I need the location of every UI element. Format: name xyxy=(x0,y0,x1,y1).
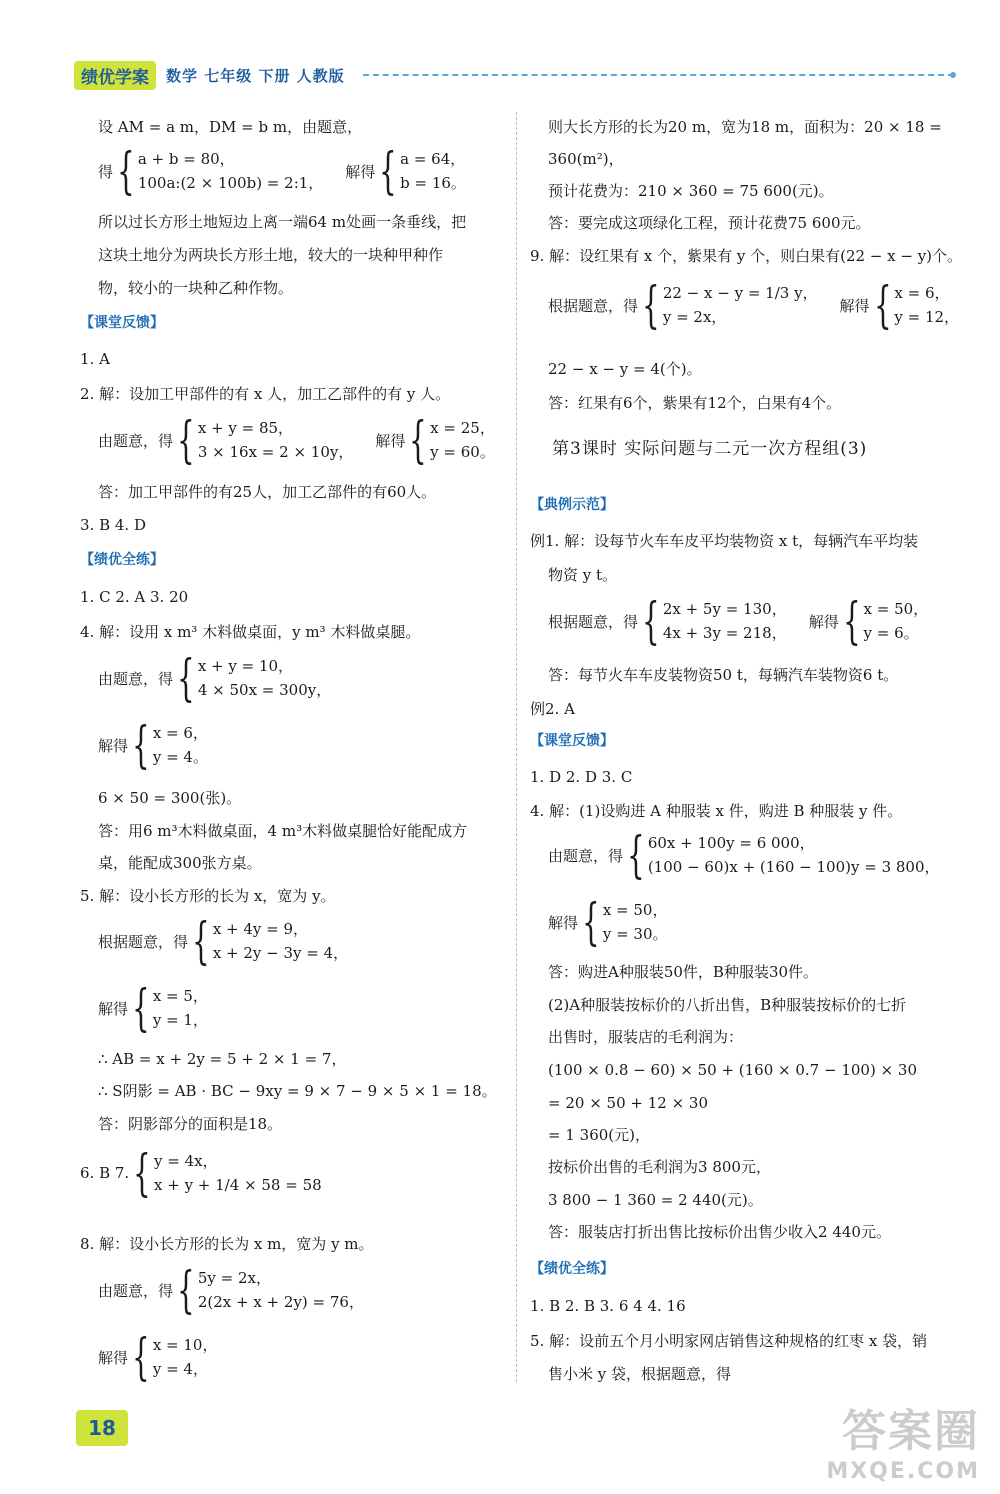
equation-system: 解得 { x = 50， y = 30。 xyxy=(548,893,668,951)
text-line: (2)A种服装按标价的八折出售，B种服装按标价的七折 xyxy=(548,996,907,1014)
text-line: 按标价出售的毛利润为3 800元， xyxy=(548,1158,771,1176)
question-line: 9. 解：设红果有 x 个，紫果有 y 个，则白果有(22 − x − y)个。 xyxy=(530,247,963,265)
text-line: 预计花费为：210 × 360 = 75 600(元)。 xyxy=(548,182,834,200)
lesson-title: 第3课时 实际问题与二元一次方程组(3) xyxy=(552,439,868,459)
equation-system: 由题意，得 { x + y = 85， 3 × 16x = 2 × 10y， 解得 { x = 25， y = 60。 xyxy=(98,411,495,469)
answer-line: 答：每节火车车皮装物资50 t，每辆汽车装物资6 t。 xyxy=(548,666,899,684)
text-line: = 1 360(元)， xyxy=(548,1126,650,1144)
question-line: 5. 解：设小长方形的长为 x，宽为 y。 xyxy=(80,887,336,905)
brace-icon: { xyxy=(642,592,660,650)
equation-system: 解得 { x = 6， y = 4。 xyxy=(98,716,208,774)
text-line: 出售时，服装店的毛利润为： xyxy=(548,1028,744,1046)
question-line: 2. 解：设加工甲部件的有 x 人，加工乙部件的有 y 人。 xyxy=(80,385,451,403)
brace-icon: { xyxy=(177,649,195,707)
equation-system: 解得 { x = 5， y = 1， xyxy=(98,979,208,1037)
question-line: 4. 解：(1)设购进 A 种服装 x 件，购进 B 种服装 y 件。 xyxy=(530,802,903,820)
brace-icon: { xyxy=(582,893,600,951)
answer-line: 1. A xyxy=(80,350,110,368)
question-line: 8. 解：设小长方形的长为 x m，宽为 y m。 xyxy=(80,1235,374,1253)
brace-icon: { xyxy=(177,1261,195,1319)
brace-icon: { xyxy=(409,411,428,469)
text-line: 6 × 50 = 300(张)。 xyxy=(98,789,242,807)
equation-system: 由题意，得 { 5y = 2x， 2(2x + x + 2y) = 76， xyxy=(98,1261,364,1319)
text-line: ∴ AB = x + 2y = 5 + 2 × 1 = 7， xyxy=(98,1050,347,1068)
example-line: 例2. A xyxy=(530,700,575,718)
text-line: 22 − x − y = 4(个)。 xyxy=(548,360,702,378)
question-line: 4. 解：设用 x m³ 木料做桌面，y m³ 木料做桌腿。 xyxy=(80,623,421,641)
example-line: 物资 y t。 xyxy=(548,566,618,584)
text-line: 360(m²)， xyxy=(548,150,624,168)
text-line: (100 × 0.8 − 60) × 50 + (160 × 0.7 − 100) × 30 xyxy=(548,1061,918,1079)
page-number: 18 xyxy=(76,1410,128,1446)
section-heading: 【课堂反馈】 xyxy=(530,733,614,749)
answer-line: 桌，能配成300张方桌。 xyxy=(98,854,262,872)
brace-icon: { xyxy=(379,142,397,200)
brace-icon: { xyxy=(842,592,861,650)
section-heading: 【绩优全练】 xyxy=(530,1261,614,1277)
section-heading: 【课堂反馈】 xyxy=(80,315,164,331)
brace-icon: { xyxy=(177,411,195,469)
question-line: 5. 解：设前五个月小明家网店销售这种规格的红枣 x 袋，销 xyxy=(530,1332,928,1350)
equation-system: 6. B 7. { y = 4x， x + y + 1/4 × 58 = 58 xyxy=(80,1144,322,1202)
question-line: 售小米 y 袋，根据题意，得 xyxy=(548,1365,732,1383)
brace-icon: { xyxy=(627,826,645,884)
equation-system: 由题意，得 { 60x + 100y = 6 000， (100 − 60)x + (160 − 100)y = 3 800， xyxy=(548,826,940,884)
text-line: = 20 × 50 + 12 × 30 xyxy=(548,1094,708,1112)
brace-icon: { xyxy=(132,979,150,1037)
brand-logo: 绩优学案 xyxy=(74,61,156,90)
answer-line: 1. D 2. D 3. C xyxy=(530,768,633,786)
answer-line: 答：红果有6个，紫果有12个，白果有4个。 xyxy=(548,394,842,412)
header-divider xyxy=(363,74,954,76)
brace-icon: { xyxy=(132,1328,150,1386)
section-heading: 【绩优全练】 xyxy=(80,552,164,568)
equation-system: 根据题意，得 { 2x + 5y = 130， 4x + 3y = 218， 解得 { x = 50， y = 6。 xyxy=(548,592,929,650)
text-line: 这块土地分为两块长方形土地，较大的一块种甲种作 xyxy=(98,246,444,264)
example-line: 例1. 解：设每节火车车皮平均装物资 x t，每辆汽车平均装 xyxy=(530,532,919,550)
equation-system: 得 { a + b = 80， 100a:(2 × 100b) = 2:1， 解得 { a = 64， b = 16。 xyxy=(98,142,466,200)
equation-system: 根据题意，得 { 22 − x − y = 1/3 y， y = 2x， 解得 { x = 6， y = 12， xyxy=(548,276,960,334)
subject-info: 数学 七年级 下册 人教版 xyxy=(166,66,345,85)
text-line: 设 AM = a m，DM = b m，由题意， xyxy=(98,118,363,136)
answer-line: 答：加工甲部件的有25人，加工乙部件的有60人。 xyxy=(98,483,437,501)
text-line: 则大长方形的长为20 m，宽为18 m，面积为：20 × 18 = xyxy=(548,118,942,136)
text-line: 3 800 − 1 360 = 2 440(元)。 xyxy=(548,1191,763,1209)
answer-line: 答：要完成这项绿化工程，预计花费75 600元。 xyxy=(548,214,871,232)
text-line: ∴ S阴影 = AB · BC − 9xy = 9 × 7 − 9 × 5 × 1 = 18。 xyxy=(98,1082,497,1100)
brace-icon: { xyxy=(133,1144,151,1202)
page-header xyxy=(74,62,954,88)
brace-icon: { xyxy=(642,276,660,334)
answer-line: 答：购进A种服装50件，B种服装30件。 xyxy=(548,963,819,981)
answer-line: 答：阴影部分的面积是18。 xyxy=(98,1115,283,1133)
equation-system: 根据题意，得 { x + 4y = 9， x + 2y − 3y = 4， xyxy=(98,912,349,970)
column-divider xyxy=(516,112,517,1382)
text-line: 所以过长方形土地短边上离一端64 m处画一条垂线，把 xyxy=(98,213,467,231)
brace-icon: { xyxy=(192,912,210,970)
answer-line: 3. B 4. D xyxy=(80,516,146,534)
answer-line: 答：服装店打折出售比按标价出售少收入2 440元。 xyxy=(548,1223,891,1241)
answer-line: 1. C 2. A 3. 20 xyxy=(80,588,189,606)
equation-system: 由题意，得 { x + y = 10， 4 × 50x = 300y， xyxy=(98,649,332,707)
answer-line: 答：用6 m³木料做桌面，4 m³木料做桌腿恰好能配成方 xyxy=(98,822,468,840)
answer-line: 1. B 2. B 3. 6 4 4. 16 xyxy=(530,1297,686,1315)
section-heading: 【典例示范】 xyxy=(530,497,614,513)
watermark-logo: 答案圈 MXQE.COM xyxy=(826,1406,980,1484)
text-line: 物，较小的一块种乙种作物。 xyxy=(98,279,294,297)
brace-icon: { xyxy=(117,142,135,200)
brace-icon: { xyxy=(873,276,892,334)
equation-system: 解得 { x = 10， y = 4， xyxy=(98,1328,218,1386)
brace-icon: { xyxy=(132,716,150,774)
